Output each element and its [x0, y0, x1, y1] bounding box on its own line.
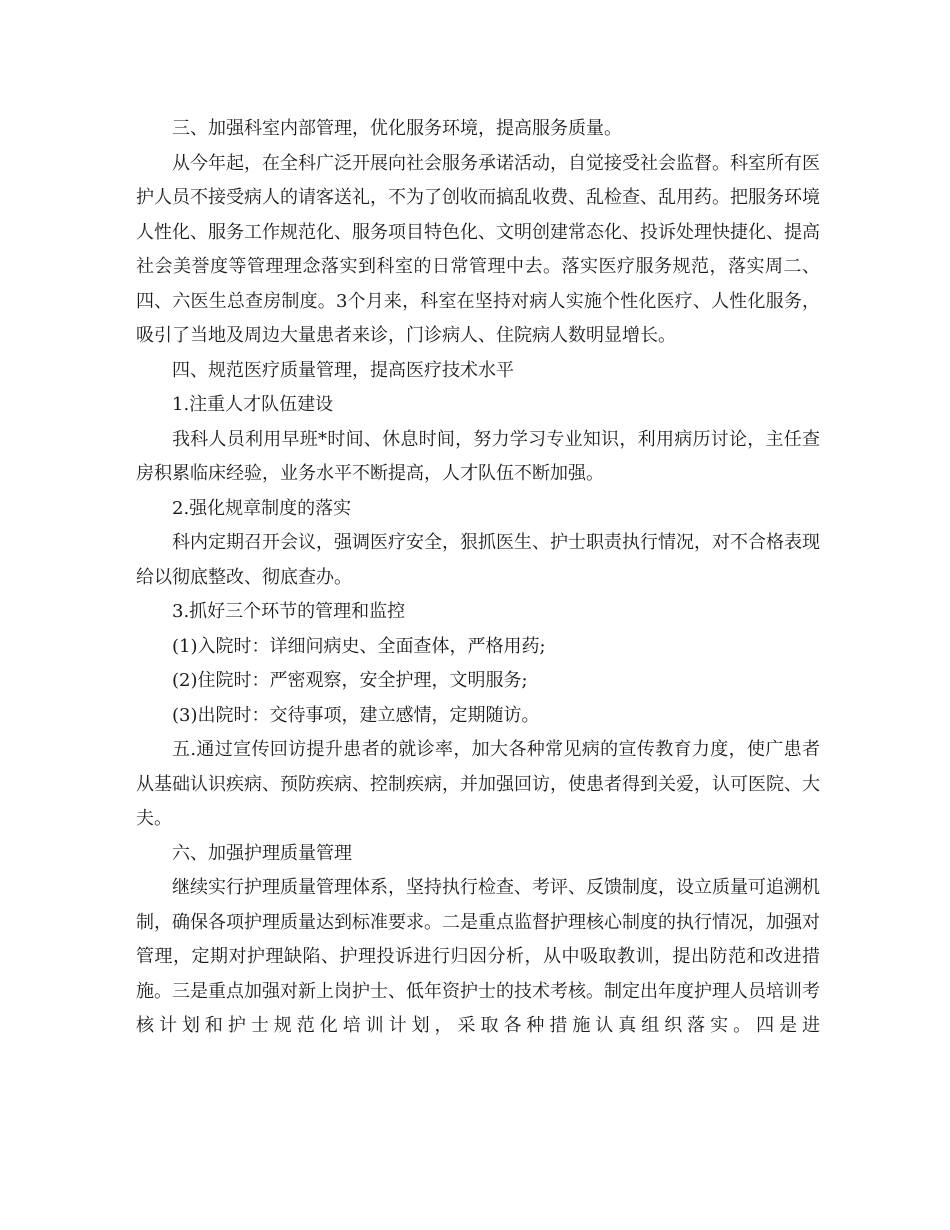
- section-heading-4: 四、规范医疗质量管理，提高医疗技术水平: [172, 359, 514, 381]
- section-heading-3: 三、加强科室内部管理，优化服务环境，提高服务质量。: [172, 118, 622, 139]
- subheading-talent: 1.注重人才队伍建设: [172, 394, 334, 415]
- list-item-hospitalization: (2)住院时：严密观察，安全护理，文明服务;: [172, 670, 528, 691]
- section-heading-6: 六、加强护理质量管理: [172, 842, 352, 864]
- body-paragraph: 我科人员利用早班*时间、休息时间，努力学习专业知识，利用病历讨论，主任查房积累临床经验，业务水平不断提高，人才队伍不断加强。: [136, 428, 820, 484]
- list-item-admission: (1)入院时：详细问病史、全面查体，严格用药;: [172, 635, 546, 657]
- body-paragraph: 继续实行护理质量管理体系，坚持执行检查、考评、反馈制度，设立质量可追溯机制，确保各项护理质量达到标准要求。二是重点监督护理核心制度的执行情况，加强对管理，定期对护理缺陷、护理投诉进行归因分析，从中吸取教训，提出防范和改进措施。三是重点加强对新上岗护士、低年资护士的技术考核。制定出年度护理人员培训考核计划和护士规范化培训计划，采取各种措施认真组织落实。四是进: [136, 877, 820, 1036]
- subheading-rules: 2.强化规章制度的落实: [172, 497, 352, 519]
- body-paragraph: 从今年起，在全科广泛开展向社会服务承诺活动，自觉接受社会监督。科室所有医护人员不接受病人的请客送礼，不为了创收而搞乱收费、乱检查、乱用药。把服务环境人性化、服务工作规范化、服务项目特色化、文明创建常态化、投诉处理快捷化、提高社会美誉度等管理理念落实到科室的日常管理中去。落实医疗服务规范，落实周二、四、六医生总查房制度。3个月来，科室在坚持对病人实施个性化医疗、人性化服务，吸引了当地及周边大量患者来诊，门诊病人、住院病人数明显增长。: [136, 152, 820, 346]
- document-page: [136, 112, 820, 1044]
- subheading-three-stages: 3.抓好三个环节的管理和监控: [172, 601, 406, 622]
- list-item-discharge: (3)出院时：交待事项，建立感情，定期随访。: [172, 704, 540, 726]
- section-paragraph-5: 五.通过宣传回访提升患者的就诊率，加大各种常见病的宣传教育力度，使广患者从基础认识疾病、预防疾病、控制疾病，并加强回访，使患者得到关爱，认可医院、大夫。: [136, 739, 820, 829]
- body-paragraph: 科内定期召开会议，强调医疗安全，狠抓医生、护士职责执行情况，对不合格表现给以彻底整改、彻底查办。: [136, 532, 820, 588]
